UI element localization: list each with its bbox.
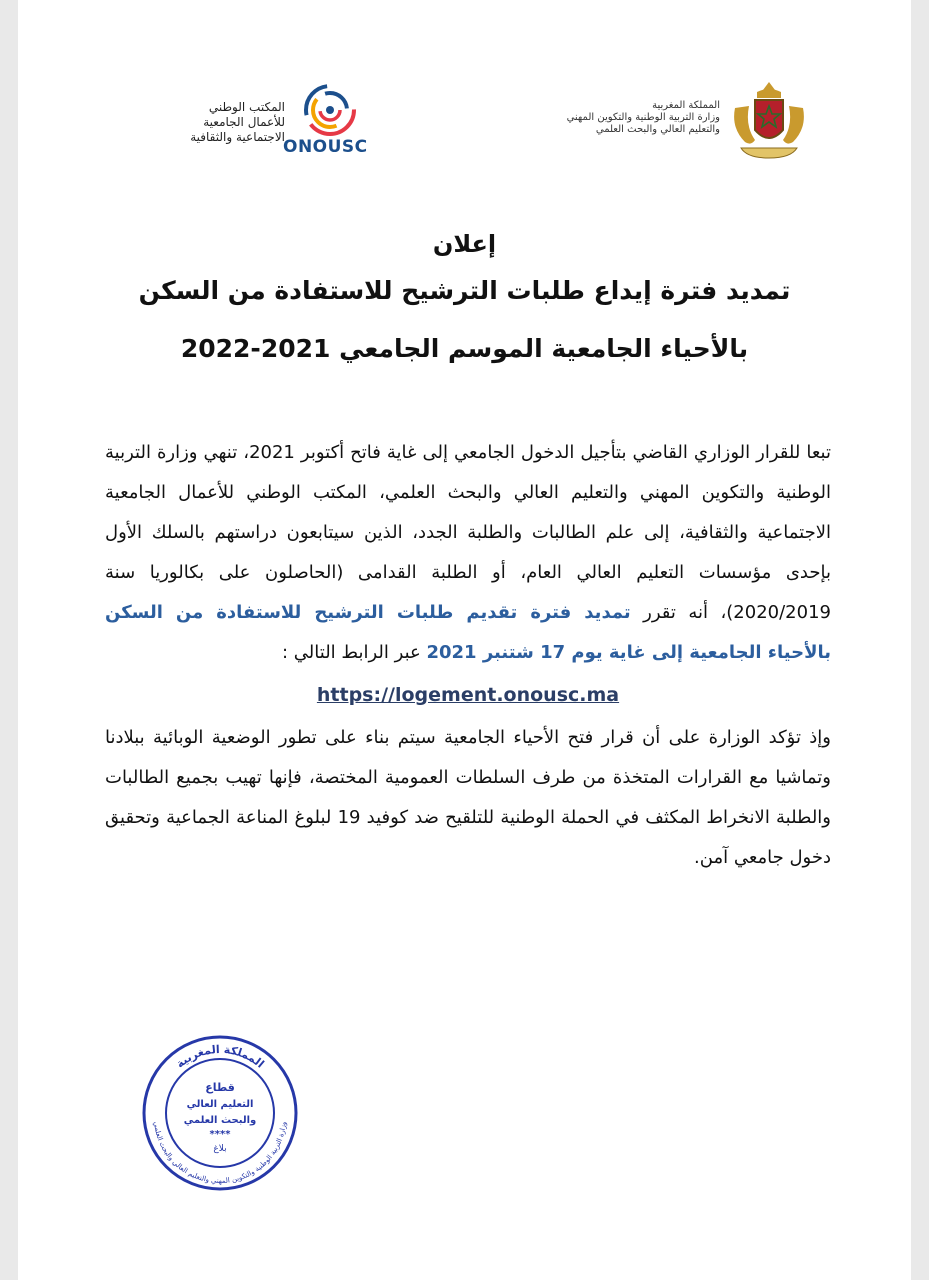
stamp-ring-bottom: وزارة التربية الوطنية والتكوين المهني والتعليم العالي والبحث العلمي xyxy=(152,1121,288,1186)
ministry-name xyxy=(540,100,720,136)
paragraph-1-text: تبعا للقرار الوزاري القاضي بتأجيل الدخول الجامعي إلى غاية فاتح أكتوبر 2021، تنهي وزارة التربية الوطنية والتكوين المهني والتعليم العالي والبحث العلمي، المكتب الوطني للأعمال الجامعية الاجتماعية والثقافية، إلى علم الطالبات والطلبة الجدد، الذين سيتابعون دراستهم بالسلك الأول بإحدى مؤسسات التعليم العالي العام، أو الطلبة القدامى (الحاصلون على بكالوريا سنة 2020/2019)، أنه تقرر xyxy=(105,442,831,623)
svg-text:المملكة المغربية xyxy=(174,1043,267,1071)
onousc-line-3: الاجتماعية والثقافية xyxy=(190,130,285,144)
stamp-ring-text: المملكة المغربية xyxy=(173,1042,267,1071)
stamp-line-2: التعليم العالي xyxy=(186,1099,254,1110)
ministry-line-2: وزارة التربية الوطنية والتكوين المهني xyxy=(566,112,720,123)
paragraph-1-tail: عبر الرابط التالي : xyxy=(282,642,427,663)
announcement-title: إعلان xyxy=(432,230,497,258)
coat-of-arms-icon xyxy=(727,78,811,168)
ministry-line-1: المملكة المغربية xyxy=(652,100,720,111)
link-row xyxy=(105,675,831,716)
title-block xyxy=(0,226,929,378)
letterhead xyxy=(0,70,929,180)
headline-line-2: بالأحياء الجامعية الموسم الجامعي 2021-2022 xyxy=(180,334,749,363)
registration-link[interactable]: https://logement.onousc.ma xyxy=(316,684,620,706)
stamp-line-1: قطاع xyxy=(205,1081,235,1094)
paragraph-2: وإذ تؤكد الوزارة على أن قرار فتح الأحياء الجامعية سيتم بناء على تطور الوضعية الوبائية ببلادنا وتماشيا مع القرارات المتخذة من طرف السلطات العمومية المختصة، فإنها تهيب بجميع الطالبات والطلبة الانخراط المكثف في الحملة الوطنية للتلقيح ضد كوفيد 19 لبلوغ المناعة الجماعية وتحقيق دخول جامعي آمن. xyxy=(105,727,832,868)
headline-line-1: تمديد فترة إيداع طلبات الترشيح للاستفادة من السكن xyxy=(138,276,791,305)
stamp-line-4: **** xyxy=(209,1129,231,1140)
official-stamp-icon xyxy=(140,1033,300,1193)
stamp-line-5: بلاغ xyxy=(213,1144,227,1154)
onousc-line-2: للأعمال الجامعية xyxy=(203,115,285,129)
announcement-body xyxy=(105,433,831,878)
paragraph-1 xyxy=(105,433,831,673)
ministry-line-3: والتعليم العالي والبحث العلمي xyxy=(595,124,720,135)
onousc-logo-icon xyxy=(300,82,360,138)
onousc-wordmark: ONOUSC xyxy=(283,137,368,157)
onousc-line-1: المكتب الوطني xyxy=(208,100,285,114)
onousc-name xyxy=(160,100,285,145)
extension-highlight: تمديد فترة تقديم طلبات الترشيح للاستفادة من السكن بالأحياء الجامعية إلى غاية يوم 17 شتنبر 2021 xyxy=(105,602,831,663)
stamp-line-3: والبحث العلمي xyxy=(183,1115,257,1126)
